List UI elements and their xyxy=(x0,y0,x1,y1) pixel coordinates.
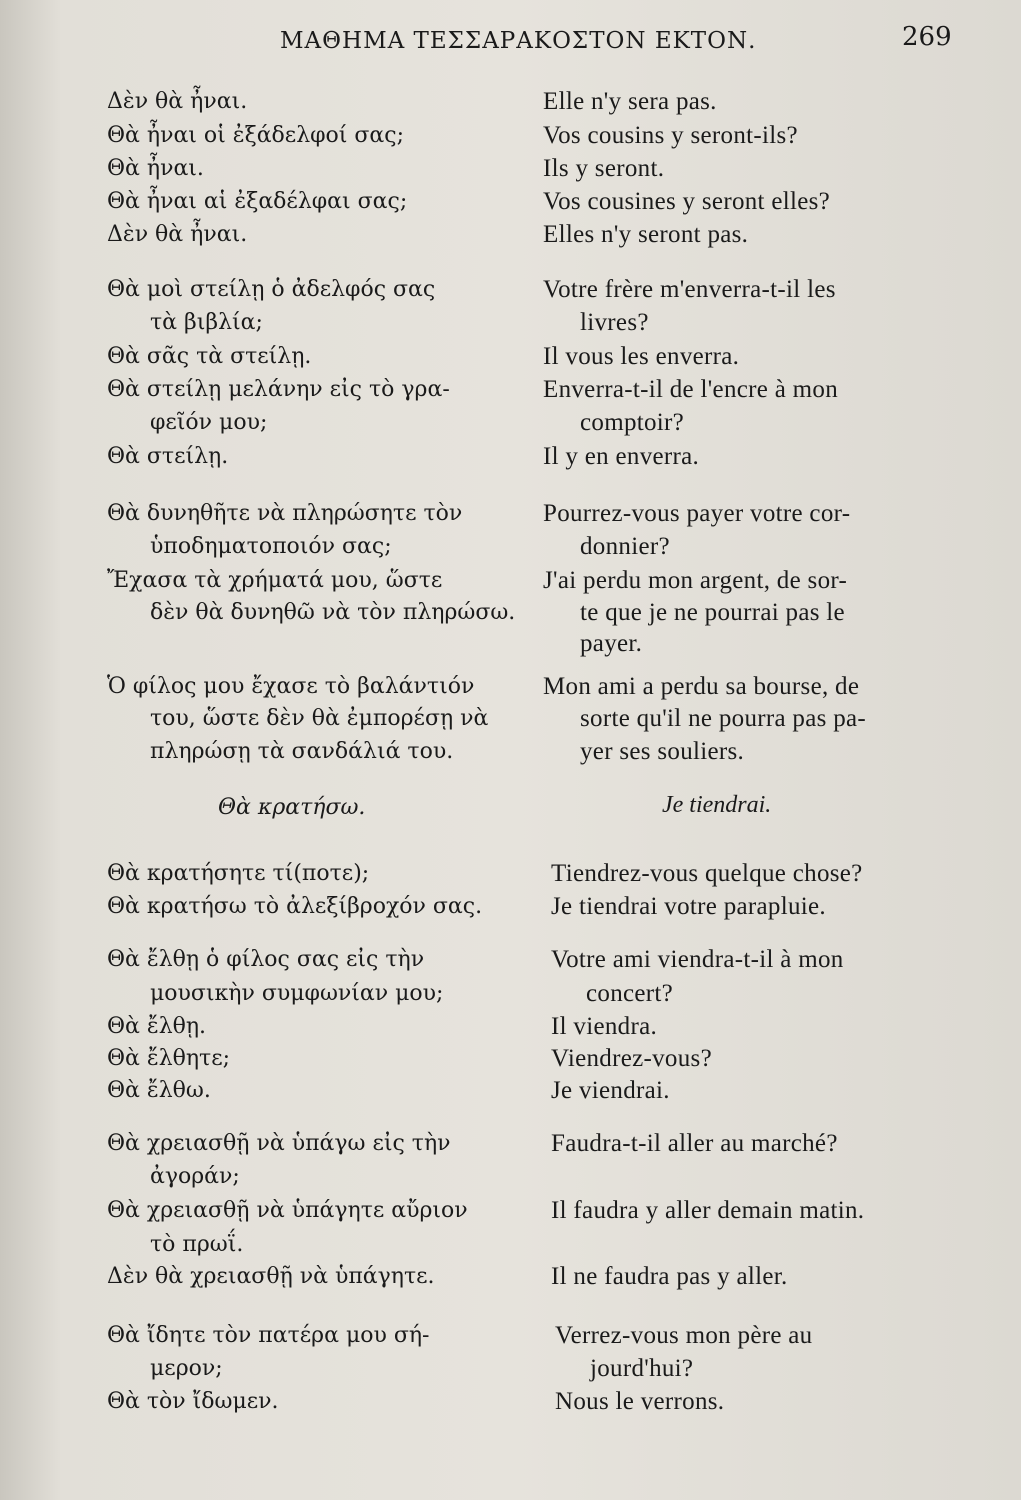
french-line: Mon ami a perdu sa bourse, de xyxy=(543,673,860,700)
greek-line: Δὲν θὰ ἦναι. xyxy=(107,222,248,247)
greek-line: Θὰ σᾶς τὰ στείλῃ. xyxy=(107,344,312,369)
section-heading-french: Je tiendrai. xyxy=(662,792,772,818)
phrase-row xyxy=(0,736,1021,768)
french-line: Ils y seront. xyxy=(543,155,665,182)
phrase-row xyxy=(0,1161,1021,1193)
greek-line: Θὰ δυνηθῆτε νὰ πληρώσητε τὸν xyxy=(107,501,463,526)
greek-line: Ἔχασα τὰ χρήματά μου, ὥστε xyxy=(107,568,443,593)
greek-line: μερον; xyxy=(150,1356,223,1381)
greek-line: Θὰ κρατήσω τὸ ἀλεξίβροχόν σας. xyxy=(107,894,483,919)
greek-line: τὸ πρωΐ. xyxy=(150,1232,244,1257)
phrase-row xyxy=(0,86,1021,118)
french-line: comptoir? xyxy=(580,409,685,436)
phrase-row xyxy=(0,1229,1021,1261)
greek-line: μουσικὴν συμφωνίαν μου; xyxy=(150,981,444,1006)
phrase-row xyxy=(0,219,1021,251)
french-line: Enverra-t-il de l'encre à mon xyxy=(543,376,839,403)
greek-line: φεῖόν μου; xyxy=(150,410,268,435)
phrase-row xyxy=(0,1043,1021,1075)
phrase-row xyxy=(0,891,1021,923)
greek-line: Δὲν θὰ ἦναι. xyxy=(107,89,248,114)
greek-line: ἀγοράν; xyxy=(150,1164,240,1189)
french-line: sorte qu'il ne pourra pas pa- xyxy=(580,705,867,732)
page-number: 269 xyxy=(902,22,952,52)
french-line: Il viendra. xyxy=(551,1013,658,1040)
french-line: Il ne faudra pas y aller. xyxy=(551,1263,788,1290)
running-title: ΜΑΘΗΜΑ ΤΕΣΣΑΡΑΚΟΣΤΟΝ ΕΚΤΟΝ. xyxy=(280,28,757,54)
phrase-row xyxy=(0,978,1021,1010)
greek-line: Θὰ ἔλθῃ ὁ φίλος σας εἰς τὴν xyxy=(107,947,425,972)
greek-line: Θὰ ἦναι οἱ ἐξάδελφοί σας; xyxy=(107,123,405,148)
greek-line: Θὰ στείλῃ μελάνην εἰς τὸ γρα- xyxy=(107,377,450,402)
phrase-row xyxy=(0,858,1021,890)
greek-line: ὑποδηματοποιόν σας; xyxy=(150,534,392,559)
phrase-row xyxy=(0,186,1021,218)
phrase-row xyxy=(0,531,1021,563)
french-line: Je tiendrai votre parapluie. xyxy=(551,893,826,920)
phrase-row xyxy=(0,498,1021,530)
phrase-row xyxy=(0,703,1021,735)
french-line: Il vous les enverra. xyxy=(543,343,740,370)
greek-line: Ὁ φίλος μου ἔχασε τὸ βαλάντιόν xyxy=(107,674,475,699)
french-line: Vos cousines y seront elles? xyxy=(543,188,831,215)
french-line: Vos cousins y seront-ils? xyxy=(543,122,798,149)
phrase-row xyxy=(0,628,1021,660)
greek-line: Θὰ χρειασθῇ νὰ ὑπάγητε αὔριον xyxy=(107,1198,468,1223)
phrase-row xyxy=(0,671,1021,703)
french-line: Il y en enverra. xyxy=(543,443,700,470)
french-line: te que je ne pourrai pas le xyxy=(580,599,845,626)
greek-line: Θὰ κρατήσητε τί(ποτε); xyxy=(107,861,370,886)
phrase-row xyxy=(0,307,1021,339)
french-line: Elles n'y seront pas. xyxy=(543,221,749,248)
phrase-row xyxy=(0,341,1021,373)
french-line: Tiendrez-vous quelque chose? xyxy=(551,860,863,887)
phrase-row xyxy=(0,1261,1021,1293)
phrase-row xyxy=(0,1075,1021,1107)
greek-line: του, ὥστε δὲν θὰ ἐμπορέσῃ νὰ xyxy=(150,706,489,731)
french-line: Viendrez-vous? xyxy=(551,1045,712,1072)
french-line: Pourrez-vous payer votre cor- xyxy=(543,500,851,527)
french-line: J'ai perdu mon argent, de sor- xyxy=(543,567,848,594)
french-line: Elle n'y sera pas. xyxy=(543,88,717,115)
section-heading-greek: Θὰ κρατήσω. xyxy=(218,795,366,820)
phrase-row xyxy=(0,1386,1021,1418)
french-line: payer. xyxy=(580,630,643,657)
french-line: Nous le verrons. xyxy=(555,1388,725,1415)
french-line: Votre frère m'enverra-t-il les xyxy=(543,276,836,303)
phrase-row xyxy=(0,1195,1021,1227)
greek-line: Δὲν θὰ χρειασθῇ νὰ ὑπάγητε. xyxy=(107,1264,435,1289)
greek-line: τὰ βιβλία; xyxy=(150,310,263,335)
french-line: Votre ami viendra-t-il à mon xyxy=(551,946,844,973)
greek-line: πληρώσῃ τὰ σανδάλιά του. xyxy=(150,739,454,764)
phrase-row xyxy=(0,565,1021,597)
greek-line: δὲν θὰ δυνηθῶ νὰ τὸν πληρώσω. xyxy=(150,600,516,625)
phrase-row xyxy=(0,153,1021,185)
greek-line: Θὰ ἔλθω. xyxy=(107,1078,211,1103)
phrase-row xyxy=(0,407,1021,439)
greek-line: Θὰ ἔλθητε; xyxy=(107,1046,231,1071)
french-line: donnier? xyxy=(580,533,670,560)
greek-line: Θὰ τὸν ἴδωμεν. xyxy=(107,1389,279,1414)
greek-line: Θὰ ἴδητε τὸν πατέρα μου σή- xyxy=(107,1323,430,1348)
phrase-row xyxy=(0,374,1021,406)
greek-line: Θὰ ἔλθῃ. xyxy=(107,1014,207,1039)
french-line: Il faudra y aller demain matin. xyxy=(551,1197,865,1224)
phrase-row xyxy=(0,120,1021,152)
phrase-row xyxy=(0,944,1021,976)
phrase-row xyxy=(0,1353,1021,1385)
greek-line: Θὰ ἦναι. xyxy=(107,156,204,181)
phrase-row xyxy=(0,274,1021,306)
greek-line: Θὰ μοὶ στείλῃ ὁ ἀδελφός σας xyxy=(107,277,436,302)
greek-line: Θὰ χρειασθῇ νὰ ὑπάγω εἰς τὴν xyxy=(107,1131,451,1156)
french-line: Verrez-vous mon père au xyxy=(555,1322,813,1349)
phrase-row xyxy=(0,1320,1021,1352)
french-line: livres? xyxy=(580,309,649,336)
phrase-row xyxy=(0,597,1021,629)
page-header xyxy=(0,20,1021,60)
french-line: concert? xyxy=(586,980,674,1007)
greek-line: Θὰ στείλῃ. xyxy=(107,444,229,469)
french-line: Faudra-t-il aller au marché? xyxy=(551,1130,838,1157)
greek-line: Θὰ ἦναι αἱ ἐξαδέλφαι σας; xyxy=(107,189,408,214)
french-line: Je viendrai. xyxy=(551,1077,670,1104)
phrase-row xyxy=(0,441,1021,473)
phrase-row xyxy=(0,1128,1021,1160)
french-line: jourd'hui? xyxy=(590,1355,694,1382)
french-line: yer ses souliers. xyxy=(580,738,745,765)
phrase-row xyxy=(0,1011,1021,1043)
